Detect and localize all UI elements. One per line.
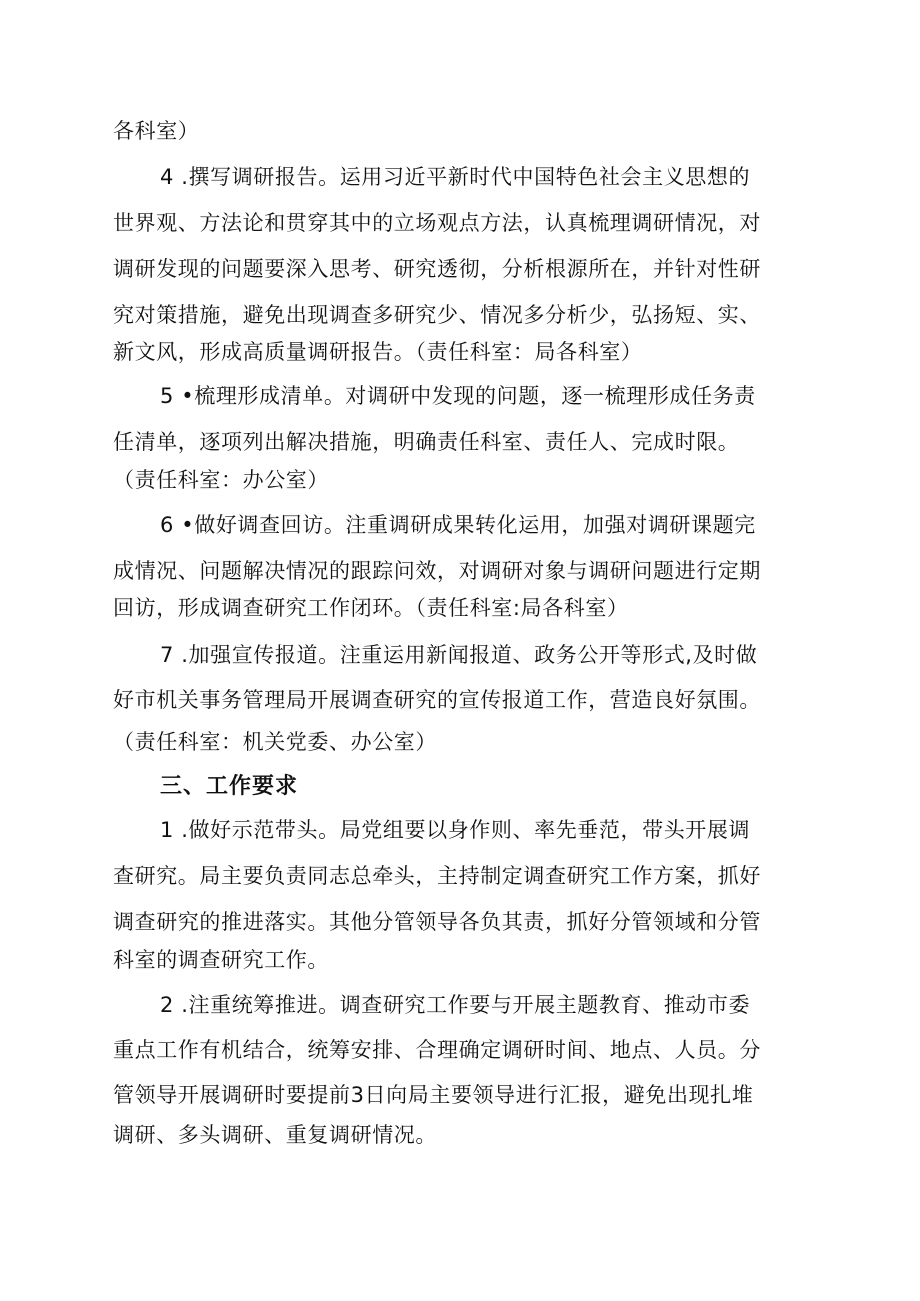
text-line: 调研、多头调研、重复调研情况。	[113, 1123, 437, 1147]
text-line: 6 •做好调查回访。注重调研成果转化运用，加强对调研课题完	[160, 513, 756, 537]
text-line: 好市机关事务管理局开展调查研究的宣传报道工作，营造良好氛围。	[113, 688, 761, 712]
text-line: 回访，形成调查研究工作闭环。（责任科室:局各科室）	[113, 596, 629, 620]
text-line: 科室的调查研究工作。	[113, 948, 329, 972]
text-line: 4 .撰写调研报告。运用习近平新时代中国特色社会主义思想的	[160, 165, 751, 189]
text-line: 7 .加强宣传报道。注重运用新闻报道、政务公开等形式,及时做	[160, 643, 758, 667]
text-line: 管领导开展调研时要提前3日向局主要领导进行汇报，避免出现扎堆	[113, 1083, 754, 1107]
text-line: 成情况、问题解决情况的跟踪问效，对调研对象与调研问题进行定期	[113, 559, 761, 583]
text-line: 调研发现的问题要深入思考、研究透彻，分析根源所在，并针对性研	[113, 257, 761, 281]
text-line: 重点工作有机结合，统筹安排、合理确定调研时间、地点、人员。分	[113, 1038, 761, 1062]
text-line: 世界观、方法论和贯穿其中的立场观点方法，认真梳理调研情况，对	[113, 211, 761, 235]
text-line: 任清单，逐项列出解决措施，明确责任科室、责任人、完成时限。	[113, 430, 740, 454]
text-line: 5 •梳理形成清单。对调研中发现的问题，逐一梳理形成任务责	[160, 384, 756, 408]
text-line: 2 .注重统筹推进。调查研究工作要与开展主题教育、推动市委	[160, 993, 751, 1017]
text-line: 1 .做好示范带头。局党组要以身作则、率先垂范，带头开展调	[160, 818, 751, 842]
text-line: 新文风，形成高质量调研报告。（责任科室：局各科室）	[113, 340, 643, 364]
text-line: 各科室）	[113, 119, 200, 143]
text-line: （责任科室：办公室）	[113, 468, 329, 492]
text-line: （责任科室：机关党委、办公室）	[113, 730, 437, 754]
text-line: 调查研究的推进落实。其他分管领导各负其责，抓好分管领域和分管	[113, 910, 761, 934]
section-heading: 三、工作要求	[160, 774, 299, 799]
text-line: 查研究。局主要负责同志总牵头，主持制定调查研究工作方案，抓好	[113, 864, 761, 888]
text-line: 究对策措施，避免出现调查多研究少、情况多分析少，弘扬短、实、	[113, 303, 761, 327]
